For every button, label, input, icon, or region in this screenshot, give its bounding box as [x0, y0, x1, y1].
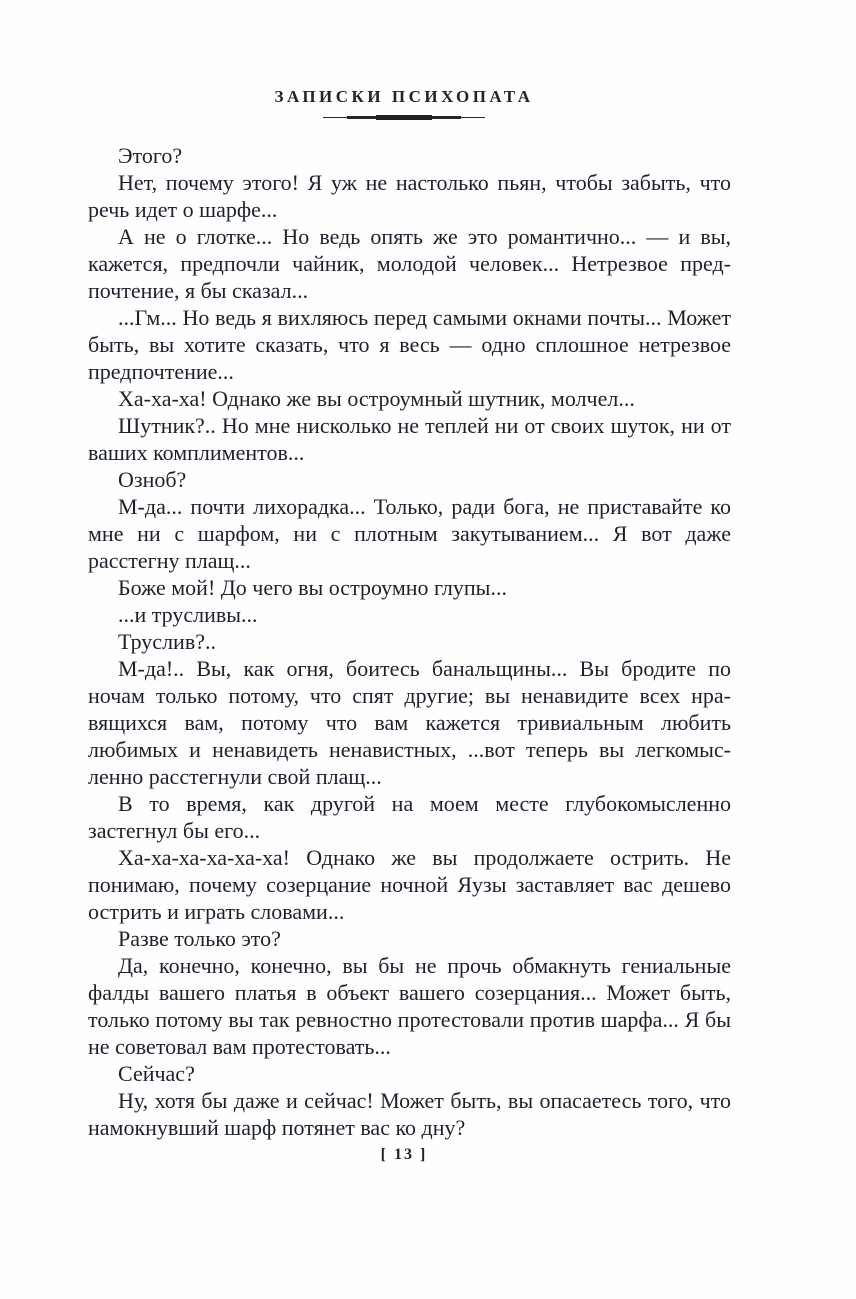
paragraph: В то время, как другой на моем месте глубокомысленно застегнул бы его... — [88, 791, 731, 843]
paragraph: ...Гм... Но ведь я вихляюсь перед самыми окнами почты... Может быть, вы хотите сказать, что я весь — одно сплошное нетрезвое предпочтение... — [88, 305, 731, 384]
page-number: [ 13 ] — [380, 1146, 428, 1163]
paragraph: Озноб? — [118, 467, 187, 492]
paragraph: Ха-ха-ха! Однако же вы остроумный шутник, молчел... — [118, 386, 635, 411]
paragraph: Разве только это? — [118, 926, 281, 951]
paragraph: Нет, почему этого! Я уж не настолько пьян, чтобы забыть, что речь идет о шарфе... — [88, 170, 731, 222]
paragraph: Да, конечно, конечно, вы бы не прочь обмакнуть гениальные фалды вашего платья в объект вашего созерцания... Может быть, только потому вы так ревностно протестовали против шарфа... Я бы не советовал вам протестовать... — [88, 953, 731, 1059]
paragraph: Боже мой! До чего вы остроумно глупы... — [118, 575, 507, 600]
ornament-thick-line — [376, 115, 432, 120]
paragraph: М-да... почти лихорадка... Только, ради бога, не приставайте ко мне ни с шарфом, ни с плотным закутыванием... Я вот даже расстегну плащ... — [88, 494, 731, 573]
paragraph: Труслив?.. — [118, 629, 216, 654]
header-rule-ornament — [323, 115, 485, 121]
page-title: ЗАПИСКИ ПСИХОПАТА — [274, 87, 534, 106]
paragraph: ...и трусливы... — [118, 602, 258, 627]
paragraph: А не о глотке... Но ведь опять же это романтично... — и вы, кажется, предпочли чайник, молодой человек... Нетрезвое предпочтение, я бы сказал... — [88, 224, 731, 303]
paragraph: Сейчас? — [118, 1061, 195, 1086]
paragraph: Этого? — [118, 143, 183, 168]
running-header — [0, 87, 808, 121]
body-text — [88, 142, 731, 1141]
paragraph: М-да!.. Вы, как огня, боитесь банальщины... Вы бродите по ночам только потому, что спят другие; вы ненавидите всех нравящихся вам, потому что вам кажется тривиальным любить любимых и ненавидеть ненавистных, ...вот теперь вы легкомысленно расстегнули свой плащ... — [88, 656, 731, 789]
page-footer — [0, 1146, 808, 1164]
paragraph: Ха-ха-ха-ха-ха-ха! Однако же вы продолжаете острить. Не понимаю, почему созерцание ночной Яузы заставляет вас дешево острить и играть словами... — [88, 845, 731, 924]
paragraph: Ну, хотя бы даже и сейчас! Может быть, вы опасаетесь того, что намокнувший шарф потянет вас ко дну? — [88, 1088, 731, 1140]
paragraph: Шутник?.. Но мне нисколько не теплей ни от своих шуток, ни от ваших комплиментов... — [88, 413, 731, 465]
